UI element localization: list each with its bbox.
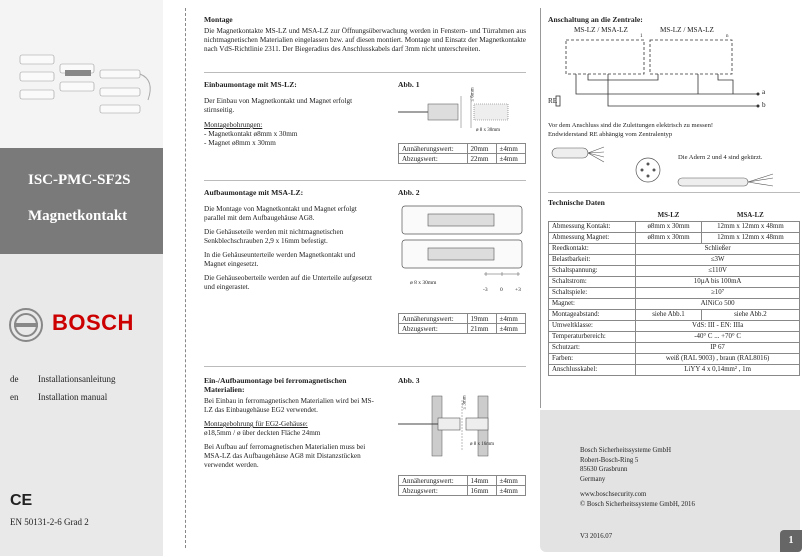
ferro-heading-2: Materialien:: [204, 385, 245, 394]
spec-value: -40° C ... +70° C: [636, 331, 800, 342]
ms-lz-values-table: [398, 143, 526, 164]
terminal-b: b: [762, 101, 766, 109]
connection-heading: Anschaltung an die Zentrale:: [548, 15, 643, 24]
footer-copyright: © Bosch Sicherheitssysteme GmbH, 2016: [580, 500, 695, 508]
msa-lz-section: [204, 188, 374, 292]
table-row: [549, 309, 800, 320]
lang-de-label: Installationsanleitung: [38, 374, 116, 384]
product-name: Magnetkontakt: [28, 208, 128, 224]
spec-label: Umweltklasse:: [549, 320, 636, 331]
spec-label: Reedkontakt:: [549, 243, 636, 254]
spec-label: Magnet:: [549, 298, 636, 309]
spec-value: AlNiCo 500: [636, 298, 800, 309]
table-row: [549, 243, 800, 254]
spec-value: weiß (RAL 9003) , braun (RAL8016): [636, 353, 800, 364]
spec-value: ø8mm x 30mm: [636, 221, 702, 232]
msa-lz-p1: Die Montage von Magnetkontakt und Magnet erfolgt parallel mit dem Aufbaugehäuse AG8.: [204, 205, 357, 222]
spec-label: Anschlusskabel:: [549, 364, 636, 375]
fig-2-label: Abb. 2: [398, 188, 420, 197]
ferro-p2-heading: Montagebohrung für EG2-Gehäuse:: [204, 420, 308, 428]
montage-text: Die Magnetkontakte MS-LZ und MSA-LZ zur Öffnungsüberwachung werden in Fenstern- und Türrahmen aus nichtmagnetischen Materialien eingelassen bzw. auf diesen montiert. Montage und Einsatz der Magnetkontakte nach VdS-Richtlinie 2311. Der Biegeradius des Anschlusskabels darf 3mm nicht unterschreiten.: [204, 27, 526, 53]
table-row: Abzugswert: 16mm ±4mm: [399, 486, 526, 496]
product-code: ISC-PMC-SF2S: [28, 172, 131, 188]
product-photo-area: [0, 0, 163, 148]
lang-de-code: de: [10, 374, 19, 384]
fig-1-dia: ø 8 x 30mm: [476, 128, 501, 133]
table-row: [549, 298, 800, 309]
connection-label-1: MS-LZ / MSA-LZ: [574, 26, 628, 34]
re-label: RE: [548, 97, 558, 105]
fig-3-dia: ø 8 x 16mm: [470, 442, 495, 447]
spec-label: Schaltspannung:: [549, 265, 636, 276]
fig-2-scale-zero: 0: [500, 287, 503, 293]
spec-label: Schaltspiele:: [549, 287, 636, 298]
footer-company: Bosch Sicherheitssysteme GmbH: [580, 447, 671, 454]
table-row: [549, 320, 800, 331]
spec-value: ø8mm x 30mm: [636, 232, 702, 243]
page-number: 1: [780, 530, 802, 552]
spec-value: siehe Abb.2: [701, 309, 799, 320]
divider: [204, 366, 526, 367]
footer-city: 85630 Grasbrunn: [580, 466, 628, 473]
connection-label-n: MS-LZ / MSA-LZ: [660, 26, 714, 34]
connection-note-1: Vor dem Anschluss sind die Zuleitungen elektrisch zu messen!: [548, 122, 714, 129]
spec-label: Schaltstrom:: [549, 276, 636, 287]
montage-section: [204, 15, 526, 54]
msa-lz-heading: Aufbaumontage mit MSA-LZ:: [204, 188, 304, 197]
cover-lower: [0, 254, 163, 556]
table-row: [549, 254, 800, 265]
ms-lz-section: [204, 80, 374, 148]
title-band: [0, 148, 163, 254]
spec-value: siehe Abb.1: [636, 309, 702, 320]
terminal-a: a: [762, 88, 766, 96]
divider: [204, 72, 526, 73]
spec-value: 12mm x 12mm x 48mm: [701, 232, 799, 243]
fig-2-scale-pos: +3: [515, 287, 521, 293]
bosch-wordmark: BOSCH: [52, 310, 134, 335]
fig-1-diagram: [398, 92, 526, 138]
table-row: Abzugswert: 22mm ±4mm: [399, 154, 526, 164]
footer-address: [580, 446, 695, 509]
table-row: [549, 364, 800, 375]
spec-value: VdS: III - EN: IIIa: [636, 320, 800, 331]
footer-country: Germany: [580, 475, 606, 483]
table-row: [549, 342, 800, 353]
product-photo: [0, 0, 163, 148]
fig-1-label: Abb. 1: [398, 80, 420, 89]
spec-label: Abmessung Magnet:: [549, 232, 636, 243]
table-row: Annäherungswert: 14mm ±4mm: [399, 476, 526, 486]
table-row: Annäherungswert: 19mm ±4mm: [399, 314, 526, 324]
ferro-p3: Bei Aufbau auf ferromagnetischen Materialien muss bei MSA-LZ das Aufbaugehäuse AG8 mit Distanzstücken verwendet werden.: [204, 443, 366, 469]
standard-label: EN 50131-2-6 Grad 2: [10, 517, 89, 527]
ms-lz-drill-heading: Montagebohrungen:: [204, 121, 263, 129]
table-row: Abzugswert: 21mm ±4mm: [399, 324, 526, 334]
montage-heading: Montage: [204, 15, 233, 24]
spec-value: IP 67: [636, 342, 800, 353]
spec-value: LiYY 4 x 0,14mm² , 1m: [636, 364, 800, 375]
ms-lz-heading: Einbaumontage mit MS-LZ:: [204, 80, 297, 89]
fig-2-diagram: [398, 200, 526, 290]
divider: [204, 180, 526, 181]
bosch-logo-icon: [8, 307, 44, 343]
msa-lz-p2: Die Gehäuseteile werden mit nichtmagnetischen Senkblechschrauben 2,9 x 16mm befestigt.: [204, 228, 344, 245]
spec-label: Belastbarkeit:: [549, 254, 636, 265]
connection-note-2: Endwiderstand RE abhängig vom Zentralentyp: [548, 131, 673, 138]
fig-3-label: Abb. 3: [398, 376, 420, 385]
tech-heading: Technische Daten: [548, 198, 605, 207]
footer-street: Robert-Bosch-Ring 5: [580, 456, 639, 464]
table-header: MS-LZ MSA-LZ: [657, 211, 764, 219]
spec-label: Schutzart:: [549, 342, 636, 353]
wiring-diagram: [548, 36, 788, 116]
table-row: [549, 287, 800, 298]
ferro-values-table: [398, 475, 526, 496]
table-row: Annäherungswert: 20mm ±4mm: [399, 144, 526, 154]
spec-value: Schließer: [636, 243, 800, 254]
fig-2-scale-neg: -3: [483, 287, 488, 293]
msa-lz-p4: Die Gehäuseoberteile werden auf die Unterteile aufgesetzt und eingerastet.: [204, 274, 373, 291]
connection-sub-1: 1: [640, 34, 643, 39]
msa-lz-p3: In die Gehäuseunterteile werden Magnetkontakt und Magnet eingesetzt.: [204, 251, 356, 268]
table-row: [549, 221, 800, 232]
ms-lz-text: Der Einbau von Magnetkontakt und Magnet erfolgt stirnseitig.: [204, 97, 353, 114]
fig-3-dim: ≤ 3mm: [462, 395, 468, 410]
connection-sub-n: n: [726, 34, 729, 39]
table-row: [549, 276, 800, 287]
ferro-heading-1: Ein-/Aufbaumontage bei ferromagnetischen: [204, 376, 347, 385]
divider: [548, 192, 800, 193]
table-row: [549, 232, 800, 243]
spec-label: Farben:: [549, 353, 636, 364]
lang-en-label: Installation manual: [38, 392, 108, 402]
tech-table: [548, 210, 800, 376]
ms-lz-drill-1: - Magnetkontakt ø8mm x 30mm: [204, 130, 298, 138]
fig-1-dim: ≤ 6mm: [470, 87, 476, 102]
fig-2-dia: ø 8 x 30mm: [410, 280, 437, 286]
column-divider: [540, 8, 541, 408]
table-row: [549, 265, 800, 276]
spec-label: Abmessung Kontakt:: [549, 221, 636, 232]
ce-mark: CE: [10, 492, 33, 509]
spec-value: 12mm x 12mm x 48mm: [701, 221, 799, 232]
spec-label: Temperaturbereich:: [549, 331, 636, 342]
lang-en-code: en: [10, 392, 19, 402]
connector-diagram: [548, 142, 798, 190]
ferro-p2: ø18,5mm / ø über deckten Fläche 24mm: [204, 429, 321, 437]
table-row: [549, 353, 800, 364]
spec-value: 10µA bis 100mA: [636, 276, 800, 287]
ferro-p1: Bei Einbau in ferromagnetischen Materialien wird bei MS-LZ das Einbaugehäuse EG2 verwendet.: [204, 397, 374, 414]
spec-value: ≤3W: [636, 254, 800, 265]
table-row: [549, 331, 800, 342]
footer-web[interactable]: www.boschsecurity.com: [580, 491, 647, 498]
spec-label: Montageabstand:: [549, 309, 636, 320]
ferro-section: [204, 376, 376, 470]
ms-lz-drill-2: - Magnet ø8mm x 30mm: [204, 139, 276, 147]
spec-value: ≥10⁷: [636, 287, 800, 298]
fold-line: [185, 8, 186, 548]
footer-version: V3 2016.07: [580, 533, 613, 540]
msa-lz-values-table: [398, 313, 526, 334]
spec-value: ≤110V: [636, 265, 800, 276]
connection-note-3: Die Adern 2 und 4 sind gekürzt.: [678, 154, 763, 161]
